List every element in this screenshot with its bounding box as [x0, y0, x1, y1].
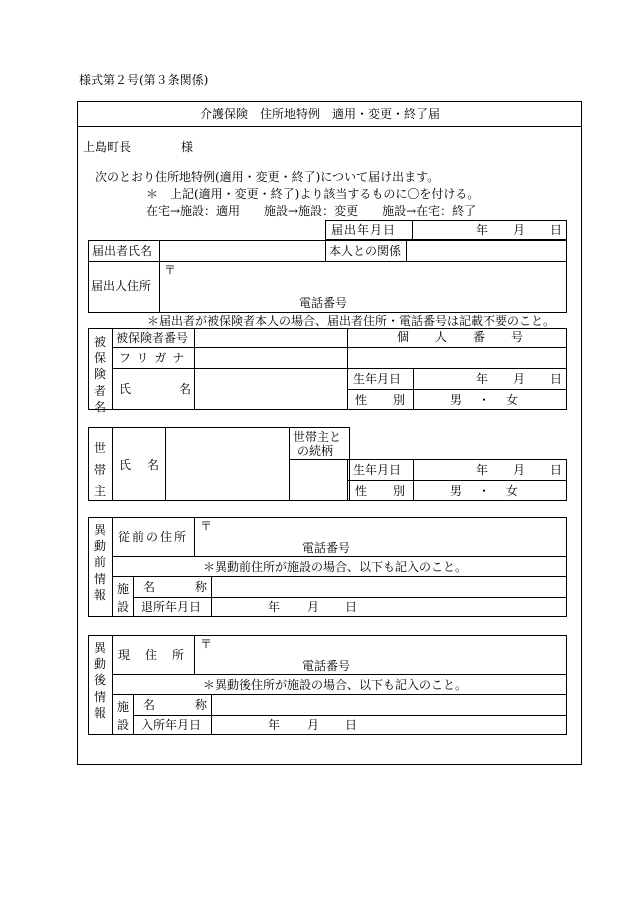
form-title: 介護保険 住所地特例 適用・変更・終了届 [200, 107, 441, 121]
before-phone-label: 電話番号 [302, 541, 351, 555]
insured-name-label: 氏名 [119, 382, 240, 396]
insured-side-label: 被保険者名 [93, 335, 106, 414]
notifier-note: ＊届出者が被保険者本人の場合、届出者住所・電話番号は記載不要のこと。 [147, 314, 556, 328]
after-side-label: 異動後情報 [93, 641, 106, 720]
household-name-label: 氏名 [119, 458, 176, 472]
household-birth-label: 生年月日 [353, 463, 402, 477]
after-note: ＊異動後住所が施設の場合、以下も記入のこと。 [203, 678, 468, 692]
insured-sex-label: 性別 [355, 393, 432, 407]
household-relation-label-2: の続柄 [297, 444, 334, 458]
after-facility-label: 施設 [116, 700, 129, 732]
title-divider [77, 126, 582, 127]
household-side-label: 世帯主 [93, 441, 106, 499]
notifier-name-label: 届出者氏名 [92, 244, 153, 258]
before-side-label: 異動前情報 [93, 523, 106, 602]
relation-label: 本人との関係 [329, 244, 402, 258]
intro-line-3: 在宅→施設：適用 施設→施設：変更 施設→在宅：終了 [146, 204, 477, 218]
insured-sex-options: 男 ・ 女 [450, 393, 521, 407]
notifier-phone-label: 電話番号 [299, 296, 348, 310]
before-date-label: 退所年月日 [141, 600, 202, 614]
before-facility-name-label: 名称 [143, 580, 248, 594]
intro-line-2: ＊ 上記(適用・変更・終了)より該当するものに〇を付ける。 [146, 187, 480, 201]
addressee-honorific: 様 [181, 140, 194, 154]
before-address-label: 従前の住所 [118, 530, 189, 544]
addressee-name: 上島町長 [83, 140, 132, 154]
before-note: ＊異動前住所が施設の場合、以下も記入のこと。 [203, 560, 468, 574]
after-address-label: 現住所 [118, 648, 200, 662]
before-facility-label: 施設 [116, 582, 129, 614]
form-number: 様式第２号(第３条関係) [79, 73, 209, 87]
household-sex-label: 性別 [355, 484, 432, 498]
furigana-label: フリガナ [119, 351, 191, 365]
insured-number-label: 被保険者番号 [116, 331, 189, 345]
household-relation-label-1: 世帯主と [293, 430, 342, 444]
after-phone-label: 電話番号 [302, 659, 351, 673]
postal-mark: 〒 [164, 263, 177, 277]
after-facility-name-label: 名称 [143, 698, 248, 712]
intro-line-1: 次のとおり住所地特例(適用・変更・終了)について届け出ます。 [95, 170, 440, 184]
personal-number-label: 個人番号 [397, 330, 550, 344]
insured-birth-label: 生年月日 [353, 372, 402, 386]
notifier-address-label: 届出人住所 [91, 279, 152, 293]
notify-date-label: 届出年月日 [331, 223, 397, 237]
household-sex-options: 男 ・ 女 [450, 484, 521, 498]
after-date-label: 入所年月日 [141, 718, 202, 732]
